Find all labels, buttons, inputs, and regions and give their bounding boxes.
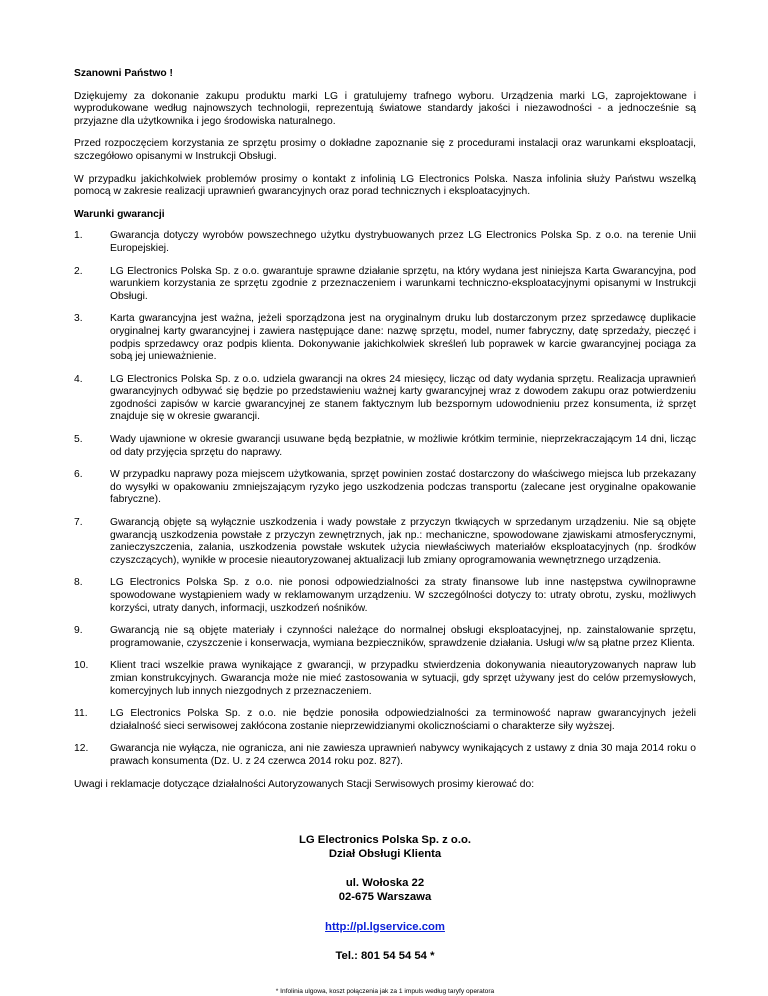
list-item bbox=[74, 434, 696, 459]
term-number: 1. bbox=[74, 230, 83, 242]
footnote: * Infolinia ulgowa, koszt połączenia jak za 1 impuls według taryfy operatora bbox=[275, 987, 495, 995]
list-item bbox=[74, 230, 696, 255]
term-number: 4. bbox=[74, 373, 83, 385]
remarks-paragraph: Uwagi i reklamacje dotyczące działalności Autoryzowanych Stacji Serwisowych prosimy kierować do: bbox=[74, 778, 535, 790]
section-title: Warunki gwarancji bbox=[74, 208, 165, 220]
term-text: W przypadku naprawy poza miejscem użytkowania, sprzęt powinien zostać dostarczony do właściwego miejsca lub przekazany do wysyłki w opakowaniu zmniejszającym ryzyko jego uszkodzenia podczas transportu (zalecane jest oryginalne opakowanie fabryczne). bbox=[110, 469, 696, 506]
contact-block bbox=[74, 834, 696, 964]
term-number: 2. bbox=[74, 265, 83, 277]
term-text: LG Electronics Polska Sp. z o.o. nie ponosi odpowiedzialności za straty finansowe lub inne następstwa cywilnoprawne spowodowane wystąpieniem wady w reklamowanym urządzeniu. W szczególności dotyczy to: utraty obrotu, zysku, możliwych korzyści, utraty danych, informacji, uszkodzeń nośników. bbox=[110, 577, 696, 614]
term-number: 5. bbox=[74, 434, 83, 446]
term-text: LG Electronics Polska Sp. z o.o. udziela gwarancji na okres 24 miesięcy, licząc od daty wydania sprzętu. Realizacja uprawnień gwarancyjnych odbywać się będzie po przedstawieniu ważnej karty gwarancyjnej wraz z dowodem zakupu oraz potwierdzeniu zgodności zapisów w karcie gwarancyjnej ze stanem faktycznym lub bezspornym udowodnieniu przez konsumenta, iż sprzęt znajduje się w okresie gwarancji. bbox=[110, 373, 696, 423]
list-item bbox=[74, 517, 696, 567]
city-postcode: 02-675 Warszawa bbox=[338, 890, 432, 903]
intro-paragraph: Dziękujemy za dokonanie zakupu produktu marki LG i gratulujemy trafnego wyboru. Urządzenia marki LG, zaprojektowane i wyprodukowane według najnowszych technologii, reprezentują światowe standardy jakości i niezawodności - a jednocześnie są przyjazne dla użytkownika i jego środowiska naturalnego. bbox=[74, 90, 696, 127]
list-item bbox=[74, 469, 696, 507]
street-address: ul. Wołoska 22 bbox=[345, 877, 425, 890]
term-text: Klient traci wszelkie prawa wynikające z gwarancji, w przypadku stwierdzenia dokonywania nieautoryzowanych napraw lub zmian konstrukcyjnych. Gwarancja może nie mieć zastosowania w sytuacji, gdy sprzęt używany jest do celów przemysłowych, komercyjnych lub innych niezgodnych z przeznaczeniem. bbox=[110, 660, 696, 697]
list-item bbox=[74, 625, 696, 650]
salutation: Szanowni Państwo ! bbox=[74, 68, 173, 79]
service-website-link[interactable]: http://pl.lgservice.com bbox=[325, 920, 445, 933]
postal-address bbox=[74, 877, 696, 904]
term-number: 7. bbox=[74, 517, 83, 529]
term-text: Gwarancją objęte są wyłącznie uszkodzenia i wady powstałe z przyczyn tkwiących w sprzedanym urządzeniu. Nie są objęte gwarancją uszkodzenia powstałe z przyczyn zewnętrznych, jak np.: mechaniczne, spowodowane zjawiskami atmosferycznymi, zanieczyszczenia, zalania, uszkodzenia powstałe wskutek użycia niewłaściwych materiałów eksploatacyjnych (np. środków czyszczących), wynikłe w procesie nieautoryzowanej aktualizacji lub zmiany oprogramowania wewnętrznego urządzenia. bbox=[110, 517, 696, 566]
website-block bbox=[74, 921, 696, 935]
list-item bbox=[74, 743, 696, 768]
list-item bbox=[74, 313, 696, 363]
list-item bbox=[74, 660, 696, 698]
list-item bbox=[74, 266, 696, 304]
term-text: Gwarancja nie wyłącza, nie ogranicza, ani nie zawiesza uprawnień nabywcy wynikających z ustawy z dnia 30 maja 2014 roku o prawach konsumenta (Dz. U. z 24 czerwca 2014 roku poz. 827). bbox=[110, 743, 696, 767]
term-number: 9. bbox=[74, 625, 83, 637]
phone-number: Tel.: 801 54 54 54 * bbox=[335, 950, 435, 963]
company-name: LG Electronics Polska Sp. z o.o. bbox=[298, 834, 471, 847]
term-text: Wady ujawnione w okresie gwarancji usuwane będą bezpłatnie, w możliwie krótkim terminie, nieprzekraczającym 14 dni, licząc od daty przyjęcia sprzętu do naprawy. bbox=[110, 434, 696, 458]
warranty-terms-list bbox=[74, 230, 696, 768]
term-text: Gwarancją nie są objęte materiały i czynności należące do normalnej obsługi eksploatacyjnej, np. zainstalowanie sprzętu, programowanie, czyszczenie i konserwacja, wymiana bezpieczników, sprawdzenie działania. Usługi w/w są płatne przez Klienta. bbox=[110, 625, 696, 649]
term-text: Karta gwarancyjna jest ważna, jeżeli sporządzona jest na oryginalnym druku lub dostarczonym przez sprzedawcę duplikacie oryginalnej karty gwarancyjnej i zawiera następujące dane: nazwę sprzętu, model, numer fabryczny, datę sprzedaży, pieczęć i podpis sprzedawcy oraz podpis klienta. Dokonywanie jakichkolwiek skreśleń lub poprawek w karcie gwarancyjnej pociąga za sobą jej unieważnienie. bbox=[110, 313, 696, 363]
term-text: LG Electronics Polska Sp. z o.o. nie będzie ponosiła odpowiedzialności za terminowość napraw gwarancyjnych jeżeli działalność sieci serwisowej zakłócona zostanie nieprzewidzianymi okolicznościami o charakterze siły wyższej. bbox=[110, 708, 696, 732]
term-number: 3. bbox=[74, 313, 83, 325]
term-text: Gwarancja dotyczy wyrobów powszechnego użytku dystrybuowanych przez LG Electronics Polska Sp. z o.o. na terenie Unii Europejskiej. bbox=[110, 230, 696, 254]
term-number: 8. bbox=[74, 577, 83, 589]
list-item bbox=[74, 577, 696, 615]
term-number: 12. bbox=[74, 743, 89, 755]
term-number: 6. bbox=[74, 469, 83, 481]
hotline-paragraph: W przypadku jakichkolwiek problemów prosimy o kontakt z infolinią LG Electronics Polska. Nasza infolinia służy Państwu wszelką pomocą w zakresie realizacji uprawnień gwarancyjnych oraz porad technicznych i eksploatacyjnych. bbox=[74, 173, 696, 198]
term-text: LG Electronics Polska Sp. z o.o. gwarantuje sprawne działanie sprzętu, na który wydana jest niniejsza Karta Gwarancyjna, pod warunkiem korzystania ze sprzętu zgodnie z przeznaczeniem i warunkami techniczno-eksploatacyjnymi opisanymi w Instrukcji Obsługi. bbox=[110, 265, 696, 302]
term-number: 11. bbox=[74, 708, 88, 720]
company-block bbox=[74, 834, 696, 861]
document-page bbox=[74, 68, 696, 996]
instructions-paragraph: Przed rozpoczęciem korzystania ze sprzętu prosimy o dokładne zapoznanie się z procedurami instalacji oraz warunkami eksploatacji, szczegółowo opisanymi w Instrukcji Obsługi. bbox=[74, 138, 696, 162]
list-item bbox=[74, 708, 696, 733]
list-item bbox=[74, 374, 696, 424]
term-number: 10. bbox=[74, 660, 89, 672]
department-name: Dział Obsługi Klienta bbox=[328, 847, 442, 860]
